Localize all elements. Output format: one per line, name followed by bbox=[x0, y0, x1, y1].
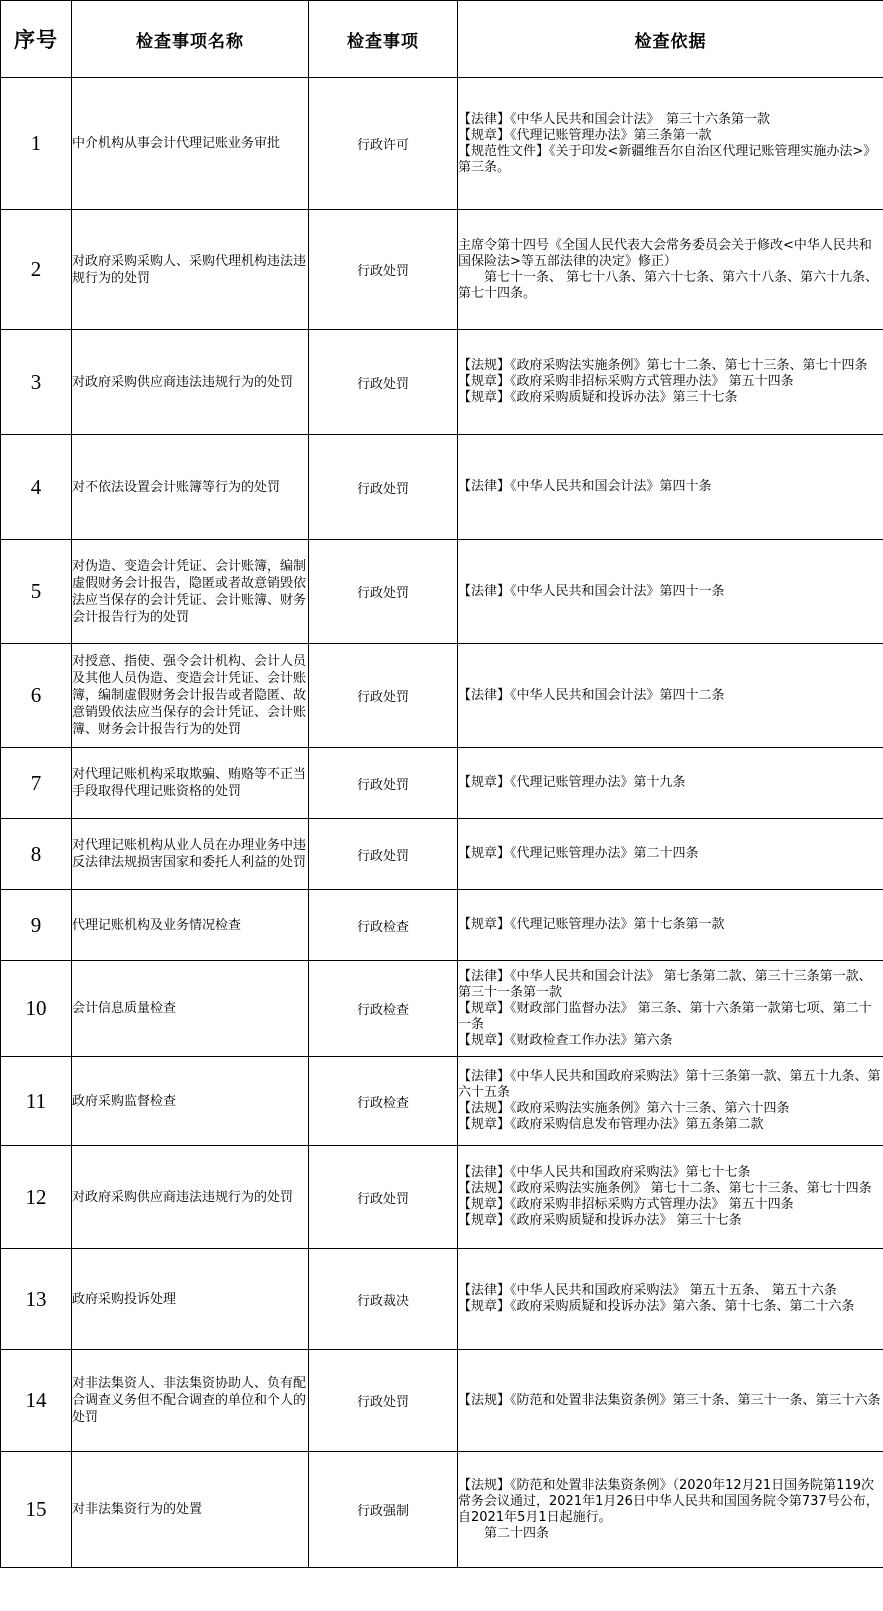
row-item-name: 对授意、指使、强令会计机构、会计人员及其他人员伪造、变造会计凭证、会计账簿，编制虚假财务会计报告或者隐匿、故意销毁依法应当保存的会计凭证、会计账簿、财务会计报告行为的处罚 bbox=[72, 644, 309, 748]
row-seq: 11 bbox=[1, 1057, 72, 1146]
row-item-name: 对伪造、变造会计凭证、会计账簿，编制虚假财务会计报告，隐匿或者故意销毁依法应当保存的会计凭证、会计账簿、财务会计报告行为的处罚 bbox=[72, 540, 309, 644]
basis-line: 【规章】《政府采购非招标采购方式管理办法》 第五十四条 bbox=[458, 374, 794, 389]
row-seq: 15 bbox=[1, 1452, 72, 1568]
row-item-type: 行政许可 bbox=[309, 78, 458, 210]
header-seq: 序号 bbox=[1, 1, 72, 78]
table-row bbox=[1, 1057, 883, 1146]
basis-line: 【法律】《中华人民共和国会计法》第四十二条 bbox=[458, 687, 725, 703]
row-item-type: 行政裁决 bbox=[309, 1249, 458, 1350]
row-basis bbox=[458, 210, 883, 330]
basis-line: 第七十一条、 第七十八条、第六十七条、第六十八条、第六十九条、第七十四条。 bbox=[458, 269, 879, 301]
table-row bbox=[1, 1350, 883, 1452]
row-item-type: 行政处罚 bbox=[309, 819, 458, 890]
table-row bbox=[1, 644, 883, 748]
row-item-type: 行政检查 bbox=[309, 890, 458, 961]
row-item-name: 政府采购监督检查 bbox=[72, 1057, 309, 1146]
row-item-name: 对代理记账机构从业人员在办理业务中违反法律法规损害国家和委托人利益的处罚 bbox=[72, 819, 309, 890]
row-item-type: 行政处罚 bbox=[309, 1146, 458, 1249]
basis-line: 【法规】《防范和处置非法集资条例》（2020年12月21日国务院第119次常务会议通过，2021年1月26日中华人民共和国国务院令第737号公布，自2021年5月1日起施行。 bbox=[458, 1477, 879, 1525]
row-seq: 14 bbox=[1, 1350, 72, 1452]
table-row bbox=[1, 1452, 883, 1568]
row-item-type: 行政处罚 bbox=[309, 1350, 458, 1452]
basis-line: 【规章】《政府采购质疑和投诉办法》第六条、第十七条、第二十六条 bbox=[458, 1299, 855, 1314]
row-item-name: 中介机构从事会计代理记账业务审批 bbox=[72, 78, 309, 210]
row-item-type: 行政检查 bbox=[309, 1057, 458, 1146]
row-basis bbox=[458, 1452, 883, 1568]
row-basis bbox=[458, 1350, 883, 1452]
row-item-type: 行政处罚 bbox=[309, 210, 458, 330]
basis-line: 【规章】《财政检查工作办法》第六条 bbox=[458, 1032, 673, 1048]
row-item-name: 对政府采购供应商违法违规行为的处罚 bbox=[72, 1146, 309, 1249]
row-item-name: 对非法集资行为的处置 bbox=[72, 1452, 309, 1568]
basis-line: 【法律】《中华人民共和国政府采购法》 第五十五条、 第五十六条 bbox=[458, 1283, 837, 1298]
table-row bbox=[1, 748, 883, 819]
row-item-name: 政府采购投诉处理 bbox=[72, 1249, 309, 1350]
row-item-type: 行政处罚 bbox=[309, 748, 458, 819]
table-row bbox=[1, 961, 883, 1057]
row-item-name: 对政府采购供应商违法违规行为的处罚 bbox=[72, 330, 309, 435]
header-row bbox=[1, 1, 883, 78]
basis-line: 【规章】《政府采购质疑和投诉办法》第三十七条 bbox=[458, 390, 738, 405]
row-basis bbox=[458, 748, 883, 819]
row-seq: 5 bbox=[1, 540, 72, 644]
basis-line: 【规章】《政府采购质疑和投诉办法》 第三十七条 bbox=[458, 1213, 742, 1228]
row-item-name: 会计信息质量检查 bbox=[72, 961, 309, 1057]
row-seq: 8 bbox=[1, 819, 72, 890]
basis-line: 【规章】《代理记账管理办法》第十九条 bbox=[458, 775, 686, 790]
row-item-name: 对政府采购采购人、采购代理机构违法违规行为的处罚 bbox=[72, 210, 309, 330]
row-seq: 6 bbox=[1, 644, 72, 748]
table-row bbox=[1, 435, 883, 540]
header-type: 检查事项 bbox=[309, 1, 458, 78]
basis-line: 【规范性文件】《关于印发<新疆维吾尔自治区代理记账管理实施办法>》 第三条。 bbox=[458, 143, 881, 175]
basis-line: 【法规】《防范和处置非法集资条例》第三十条、第三十一条、第三十六条 bbox=[458, 1392, 881, 1408]
basis-line: 【法律】《中华人民共和国政府采购法》第七十七条 bbox=[458, 1165, 751, 1180]
basis-line: 【规章】《政府采购信息发布管理办法》第五条第二款 bbox=[458, 1117, 764, 1132]
row-item-type: 行政处罚 bbox=[309, 330, 458, 435]
table-row bbox=[1, 1249, 883, 1350]
row-seq: 2 bbox=[1, 210, 72, 330]
row-basis bbox=[458, 961, 883, 1057]
basis-line: 【法律】《中华人民共和国政府采购法》第十三条第一款、第五十九条、第六十五条 bbox=[458, 1069, 881, 1100]
table-row bbox=[1, 540, 883, 644]
row-basis bbox=[458, 330, 883, 435]
row-basis bbox=[458, 644, 883, 748]
row-item-type: 行政检查 bbox=[309, 961, 458, 1057]
row-item-type: 行政强制 bbox=[309, 1452, 458, 1568]
header-basis: 检查依据 bbox=[458, 1, 883, 78]
table-row bbox=[1, 890, 883, 961]
row-seq: 7 bbox=[1, 748, 72, 819]
basis-line: 【规章】《政府采购非招标采购方式管理办法》 第五十四条 bbox=[458, 1197, 794, 1212]
basis-line: 【规章】《财政部门监督办法》 第三条、第十六条第一款第七项、第二十一条 bbox=[458, 1000, 872, 1032]
basis-line: 【规章】《代理记账管理办法》第三条第一款 bbox=[458, 127, 712, 143]
row-basis bbox=[458, 890, 883, 961]
row-seq: 9 bbox=[1, 890, 72, 961]
basis-line: 【规章】《代理记账管理办法》第二十四条 bbox=[458, 846, 699, 861]
table-row bbox=[1, 1146, 883, 1249]
basis-line: 第二十四条 bbox=[458, 1525, 550, 1541]
row-basis bbox=[458, 435, 883, 540]
basis-line: 主席令第十四号《全国人民代表大会常务委员会关于修改<中华人民共和国保险法>等五部法律的决定》修正） bbox=[458, 237, 872, 269]
row-basis bbox=[458, 540, 883, 644]
row-item-type: 行政处罚 bbox=[309, 435, 458, 540]
row-item-name: 代理记账机构及业务情况检查 bbox=[72, 890, 309, 961]
basis-line: 【法律】《中华人民共和国会计法》第四十一条 bbox=[458, 583, 725, 599]
row-seq: 3 bbox=[1, 330, 72, 435]
row-item-type: 行政处罚 bbox=[309, 540, 458, 644]
table-row bbox=[1, 78, 883, 210]
row-item-name: 对代理记账机构采取欺骗、贿赂等不正当手段取得代理记账资格的处罚 bbox=[72, 748, 309, 819]
table-row bbox=[1, 330, 883, 435]
row-basis bbox=[458, 1249, 883, 1350]
row-seq: 4 bbox=[1, 435, 72, 540]
basis-line: 【法律】《中华人民共和国会计法》 第三十六条第一款 bbox=[458, 111, 771, 127]
table-row bbox=[1, 210, 883, 330]
basis-line: 【法规】《政府采购法实施条例》第六十三条、第六十四条 bbox=[458, 1101, 790, 1116]
row-basis bbox=[458, 78, 883, 210]
basis-line: 【法律】《中华人民共和国会计法》 第七条第二款、第三十三条第一款、第三十一条第一款 bbox=[458, 968, 872, 1000]
row-seq: 1 bbox=[1, 78, 72, 210]
header-name: 检查事项名称 bbox=[72, 1, 309, 78]
row-seq: 10 bbox=[1, 961, 72, 1057]
basis-line: 【法律】《中华人民共和国会计法》第四十条 bbox=[458, 479, 712, 494]
row-item-name: 对非法集资人、非法集资协助人、负有配合调查义务但不配合调查的单位和个人的处罚 bbox=[72, 1350, 309, 1452]
row-item-name: 对不依法设置会计账簿等行为的处罚 bbox=[72, 435, 309, 540]
row-basis bbox=[458, 1146, 883, 1249]
row-seq: 13 bbox=[1, 1249, 72, 1350]
basis-line: 【法规】《政府采购法实施条例》 第七十二条、第七十三条、第七十四条 bbox=[458, 1181, 872, 1196]
row-basis bbox=[458, 819, 883, 890]
basis-line: 【规章】《代理记账管理办法》第十七条第一款 bbox=[458, 917, 725, 932]
row-seq: 12 bbox=[1, 1146, 72, 1249]
table-row bbox=[1, 819, 883, 890]
row-item-type: 行政处罚 bbox=[309, 644, 458, 748]
row-basis bbox=[458, 1057, 883, 1146]
basis-line: 【法规】《政府采购法实施条例》第七十二条、第七十三条、第七十四条 bbox=[458, 358, 868, 373]
